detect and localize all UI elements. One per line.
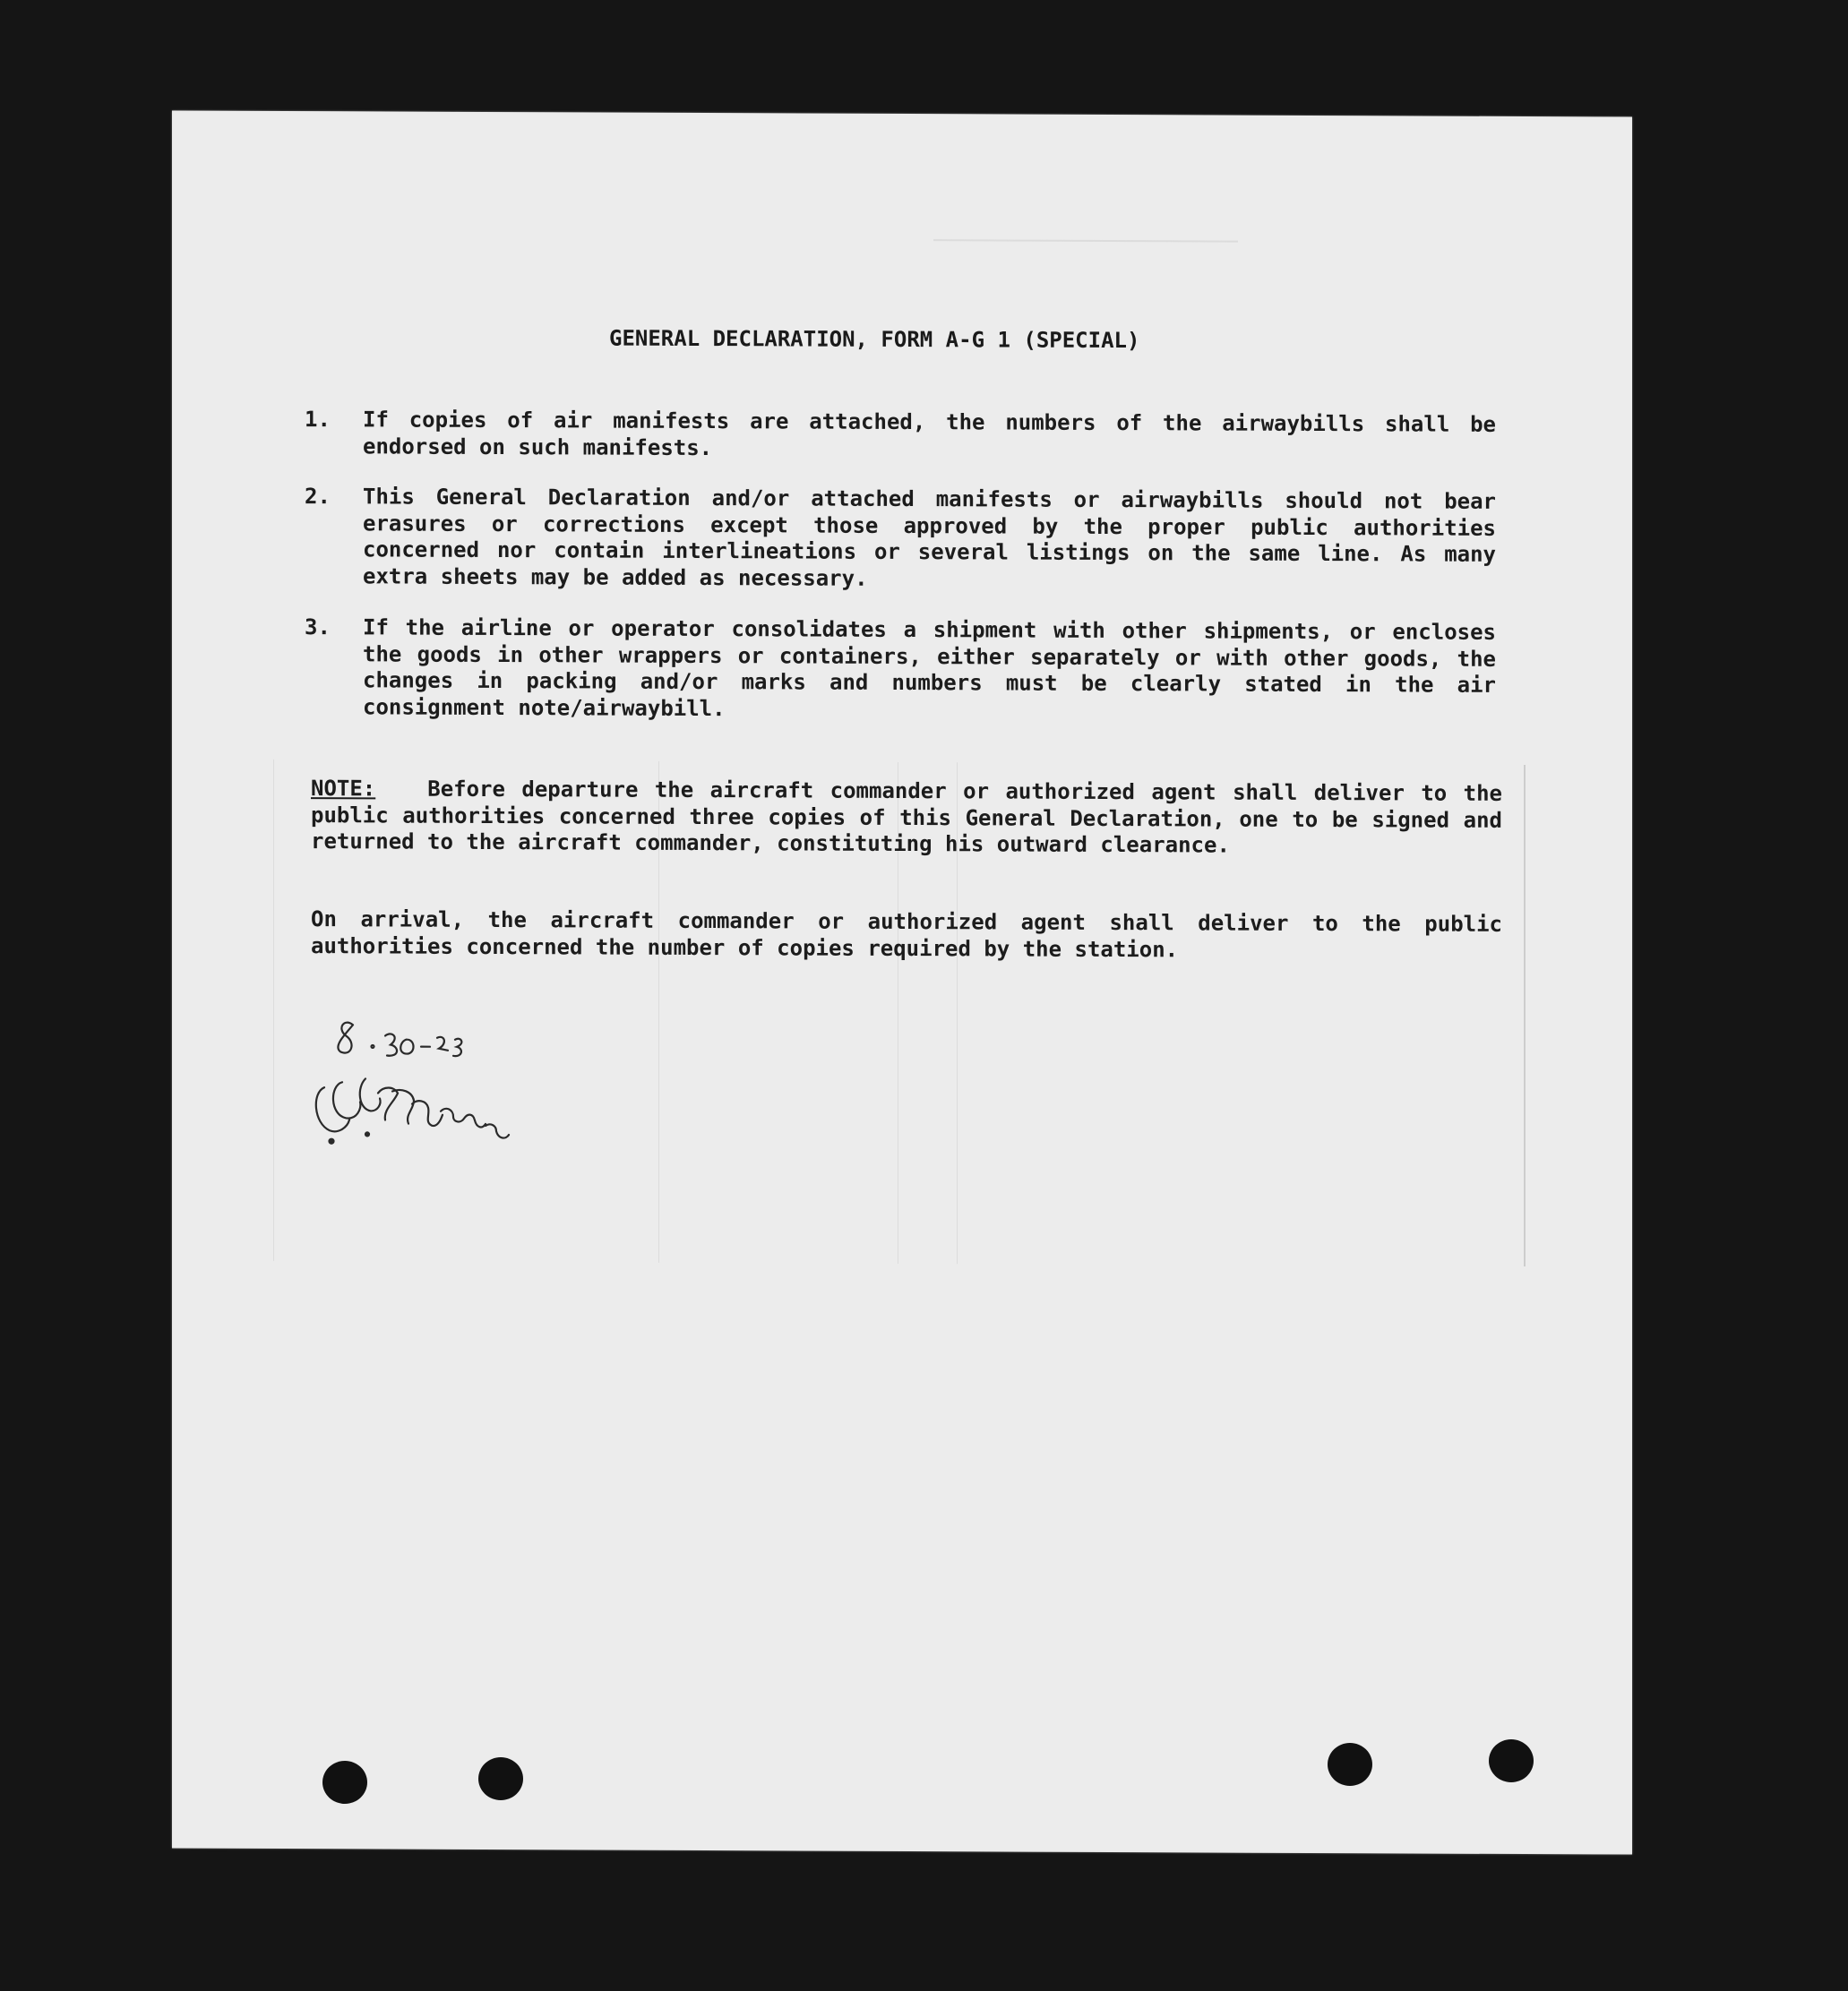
note-paragraph — [311, 776, 1502, 860]
note-text: Before departure the aircraft commander or authorized agent shall deliver to the public authorities concerned three copies of this General Declaration, one to be signed and returned to the aircraft commander, constituting his outward clearance. — [311, 776, 1502, 858]
list-item — [305, 484, 1496, 595]
punch-hole — [1328, 1743, 1372, 1786]
list-item — [305, 407, 1496, 465]
item-text: This General Declaration and/or attached manifests or airwaybills should not bear erasures or corrections except those approved by the proper public authorities concerned nor contain interlineations or several listings on the same line. As many extra sheets may be added as necessary. — [363, 484, 1496, 591]
note-label: NOTE: — [311, 776, 376, 802]
item-number: 2. — [305, 484, 331, 510]
list-item — [305, 614, 1496, 725]
punch-hole — [478, 1757, 523, 1800]
handwritten-signature — [306, 1007, 557, 1178]
punch-hole — [1489, 1739, 1534, 1782]
bleed-through-line — [933, 239, 1238, 242]
page-title: GENERAL DECLARATION, FORM A-G 1 (SPECIAL) — [609, 325, 1140, 354]
arrival-paragraph: On arrival, the aircraft commander or authorized agent shall deliver to the public authorities concerned the number of copies required by the station. — [311, 906, 1502, 962]
item-number: 1. — [305, 407, 331, 433]
item-number: 3. — [305, 614, 331, 640]
item-text: If the airline or operator consolidates a shipment with other shipments, or encloses the goods in other wrappers or containers, either separately or with other goods, the changes in packing and/or marks and numbers must be clearly stated in the air consignment note/airwaybill. — [363, 614, 1496, 721]
document-page — [172, 110, 1632, 1854]
punch-hole — [322, 1761, 367, 1804]
item-text: If copies of air manifests are attached, the numbers of the airwaybills shall be endorsed on such manifests. — [363, 407, 1496, 460]
